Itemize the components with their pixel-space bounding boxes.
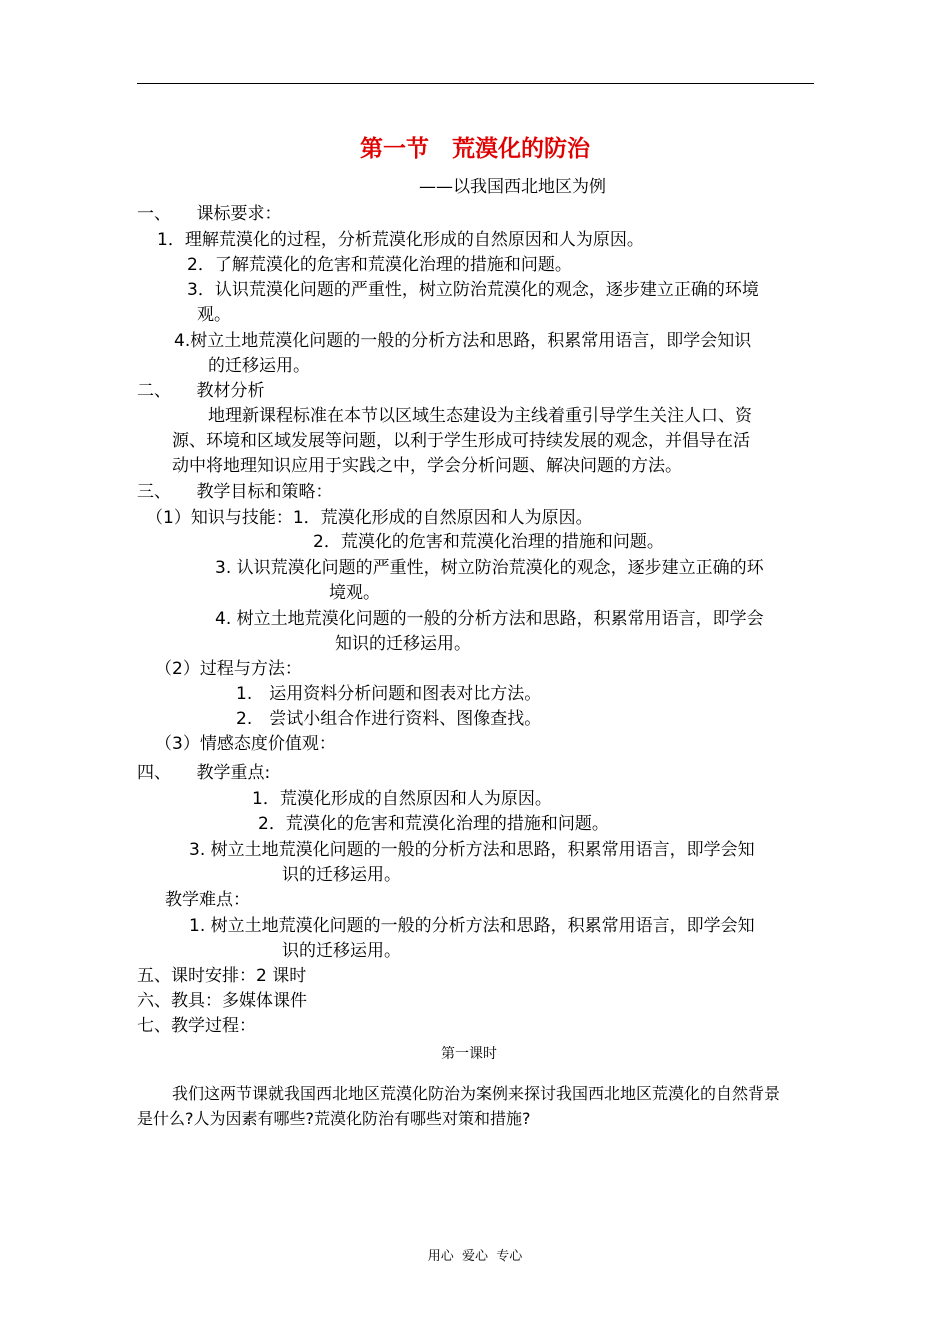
- section-process: 七、教学过程：: [137, 1016, 256, 1036]
- lesson-para-line-2: 是什么?人为因素有哪些?荒漠化防治有哪些对策和措施?: [137, 1109, 531, 1128]
- textbook-para-line-2: 源、环境和区域发展等问题，以利于学生形成可持续发展的观念，并倡导在活: [172, 431, 750, 451]
- key-point-2: 2．荒漠化的危害和荒漠化治理的措施和问题。: [258, 814, 609, 834]
- standards-item-4: 4.树立土地荒漠化问题的一般的分析方法和思路，积累常用语言，即学会知识: [174, 331, 752, 351]
- knowledge-item-4: 4. 树立土地荒漠化问题的一般的分析方法和思路，积累常用语言，即学会: [215, 609, 764, 629]
- knowledge-item-3-cont: 境观。: [329, 583, 380, 603]
- knowledge-item-4-cont: 知识的迁移运用。: [335, 634, 471, 654]
- lesson-para-line-1: 我们这两节课就我国西北地区荒漠化防治为案例来探讨我国西北地区荒漠化的自然背景: [172, 1084, 781, 1103]
- process-item-2: 2. 尝试小组合作进行资料、图像查找。: [236, 709, 542, 729]
- page-title: 第一节 荒漠化的防治: [360, 136, 590, 162]
- difficulty-item-1: 1. 树立土地荒漠化问题的一般的分析方法和思路，积累常用语言，即学会知: [189, 916, 755, 936]
- knowledge-item-1: （1）知识与技能：1．荒漠化形成的自然原因和人为原因。: [146, 508, 593, 528]
- key-point-1: 1．荒漠化形成的自然原因和人为原因。: [252, 789, 552, 809]
- difficulty-item-1-cont: 识的迁移运用。: [282, 941, 401, 961]
- header-rule: [137, 83, 814, 84]
- page-subtitle: ——以我国西北地区为例: [419, 177, 606, 197]
- standards-item-4-cont: 的迁移运用。: [208, 356, 310, 376]
- process-item-1: 1. 运用资料分析问题和图表对比方法。: [236, 684, 542, 704]
- section-heading-key-points: 四、 教学重点:: [137, 763, 271, 783]
- section-heading-goals: 三、 教学目标和策略：: [137, 482, 333, 502]
- textbook-para-line-3: 动中将地理知识应用于实践之中，学会分析问题、解决问题的方法。: [172, 456, 682, 476]
- standards-item-3: 3．认识荒漠化问题的严重性，树立防治荒漠化的观念，逐步建立正确的环境: [187, 280, 759, 300]
- section-tools: 六、教具：多媒体课件: [137, 991, 307, 1011]
- knowledge-item-2: 2．荒漠化的危害和荒漠化治理的措施和问题。: [313, 532, 664, 552]
- section-schedule: 五、课时安排：2 课时: [137, 966, 307, 986]
- standards-item-2: 2．了解荒漠化的危害和荒漠化治理的措施和问题。: [187, 255, 572, 275]
- section-heading-standards: 一、 课标要求：: [137, 204, 282, 224]
- standards-item-3-cont: 观。: [197, 305, 231, 325]
- standards-item-1: 1．理解荒漠化的过程，分析荒漠化形成的自然原因和人为原因。: [157, 230, 644, 250]
- knowledge-item-3: 3. 认识荒漠化问题的严重性，树立防治荒漠化的观念，逐步建立正确的环: [215, 558, 764, 578]
- page-footer: 用心 爱心 专心: [427, 1249, 523, 1264]
- process-heading: （2）过程与方法：: [155, 659, 302, 679]
- section-heading-textbook: 二、 教材分析: [137, 381, 265, 401]
- key-point-3-cont: 识的迁移运用。: [282, 865, 401, 885]
- emotion-heading: （3）情感态度价值观：: [155, 734, 336, 754]
- textbook-para-line-1: 地理新课程标准在本节以区域生态建设为主线着重引导学生关注人口、资: [208, 406, 752, 426]
- difficulty-heading: 教学难点：: [165, 890, 250, 910]
- key-point-3: 3. 树立土地荒漠化问题的一般的分析方法和思路，积累常用语言，即学会知: [189, 840, 755, 860]
- lesson-heading: 第一课时: [441, 1046, 497, 1062]
